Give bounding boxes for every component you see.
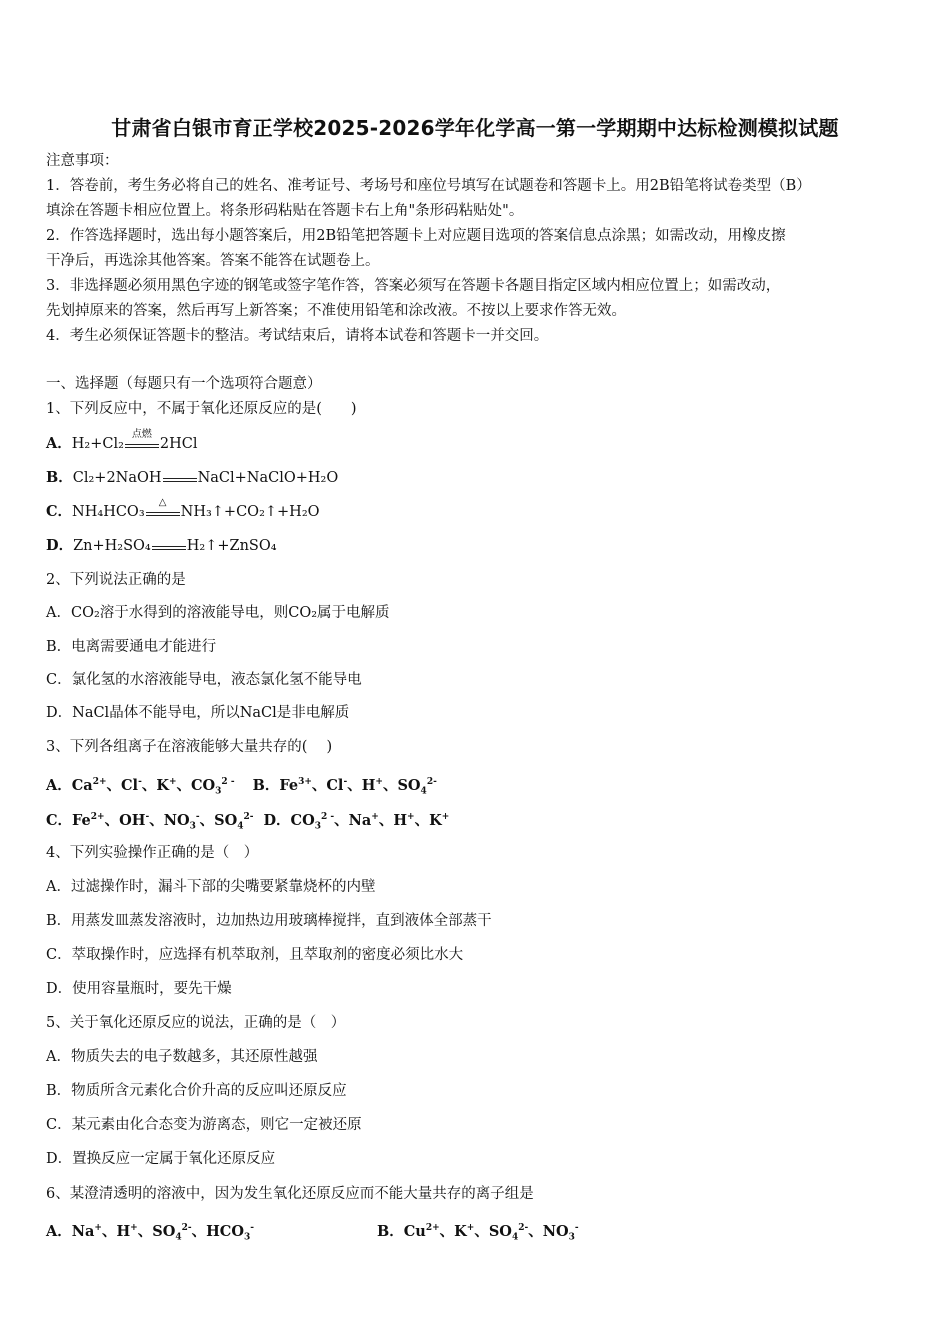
notice-heading: 注意事项： bbox=[46, 153, 119, 169]
ion-subscript: 3 bbox=[215, 786, 222, 797]
option-label: B． bbox=[377, 1222, 404, 1240]
ion-charge: - bbox=[343, 777, 348, 787]
ion: Ca bbox=[71, 776, 93, 794]
separator: 、 bbox=[378, 811, 394, 829]
ion-charge: 2+ bbox=[92, 777, 107, 787]
ion-charge: - bbox=[574, 1223, 579, 1233]
q5-option-d: D．置换反应一定属于氧化还原反应 bbox=[46, 1151, 276, 1167]
q6-option-b bbox=[377, 1218, 579, 1248]
separator: 、 bbox=[176, 776, 191, 794]
ion: H bbox=[361, 776, 376, 794]
ion-charge: 3+ bbox=[298, 777, 312, 787]
option-label: A． bbox=[46, 776, 72, 794]
option-label: C． bbox=[46, 503, 73, 520]
equation-right: NH₃↑+CO₂↑+H₂O bbox=[180, 504, 320, 520]
separator: 、 bbox=[414, 811, 430, 829]
separator: 、 bbox=[137, 1222, 153, 1240]
separator: 、 bbox=[149, 811, 164, 829]
option-label: C． bbox=[46, 811, 73, 829]
q1-option-a bbox=[46, 429, 198, 454]
ion-charge: 2 - bbox=[221, 777, 235, 787]
ion: Cu bbox=[403, 1222, 426, 1240]
ion-subscript: 4 bbox=[420, 786, 427, 797]
ion: HCO bbox=[206, 1222, 244, 1240]
equation-right: NaCl+NaClO+H₂O bbox=[197, 470, 339, 486]
equation-left: Zn+H₂SO₄ bbox=[73, 538, 151, 554]
notice-line: 干净后，再选涂其他答案。答案不能答在试题卷上。 bbox=[46, 253, 380, 269]
reaction-condition: 点燃 bbox=[131, 429, 152, 440]
q3-stem: 3、下列各组离子在溶液能够大量共存的( ) bbox=[46, 739, 333, 755]
reaction-equals-sign bbox=[124, 429, 160, 454]
equation-left: Cl₂+2NaOH bbox=[72, 470, 162, 486]
separator: 、 bbox=[311, 776, 327, 794]
ion: H bbox=[116, 1222, 131, 1240]
equation-right: 2HCl bbox=[159, 436, 198, 452]
ion-charge: - bbox=[138, 777, 142, 787]
q4-option-d: D．使用容量瓶时，要先干燥 bbox=[46, 981, 232, 997]
q5-option-a: A．物质失去的电子数越多，其还原性越强 bbox=[46, 1049, 318, 1065]
ion-charge: + bbox=[375, 777, 383, 787]
notice-line: 1．答卷前，考生务必将自己的姓名、准考证号、考场号和座位号填写在试题卷和答题卡上。用2B铅笔将试卷类型（B） bbox=[46, 178, 811, 194]
ion: Fe bbox=[279, 776, 299, 794]
q6-option-a bbox=[46, 1218, 254, 1248]
reaction-equals-sign bbox=[145, 497, 181, 522]
ion-subscript: 4 bbox=[511, 1232, 519, 1243]
q5-stem: 5、关于氧化还原反应的说法，正确的是（ ） bbox=[46, 1015, 346, 1031]
q1-option-c bbox=[46, 497, 320, 522]
ion-charge: 2- bbox=[518, 1223, 529, 1233]
q1-stem: 1、下列反应中，不属于氧化还原反应的是( ) bbox=[46, 401, 357, 417]
q2-stem: 2、下列说法正确的是 bbox=[46, 572, 186, 588]
ion: OH bbox=[119, 811, 146, 829]
q4-stem: 4、下列实验操作正确的是（ ） bbox=[46, 845, 259, 861]
q4-option-a: A．过滤操作时，漏斗下部的尖嘴要紧靠烧杯的内壁 bbox=[46, 879, 376, 895]
option-label: A． bbox=[46, 1222, 72, 1240]
ion: Cl bbox=[121, 776, 139, 794]
q1-option-b bbox=[46, 468, 338, 488]
ion: K bbox=[429, 811, 442, 829]
ion: H bbox=[393, 811, 408, 829]
separator: 、 bbox=[141, 776, 157, 794]
separator: 、 bbox=[106, 776, 122, 794]
reaction-equals-sign bbox=[162, 468, 198, 488]
q4-option-c: C．萃取操作时，应选择有机萃取剂，且萃取剂的密度必须比水大 bbox=[46, 947, 464, 963]
ion-subscript: 3 bbox=[189, 821, 196, 832]
separator: 、 bbox=[199, 811, 215, 829]
ion-charge: - bbox=[145, 812, 150, 822]
ion: K bbox=[156, 776, 169, 794]
notice-line: 2．作答选择题时，选出每小题答案后，用2B铅笔把答题卡上对应题目选项的答案信息点涂黑；如需改动，用橡皮擦 bbox=[46, 228, 786, 244]
q5-option-b: B．物质所含元素化合价升高的反应叫还原反应 bbox=[46, 1083, 347, 1099]
ion-charge: - bbox=[195, 812, 200, 822]
ion-charge: + bbox=[407, 812, 415, 822]
separator: 、 bbox=[528, 1222, 543, 1240]
ion: SO bbox=[488, 1222, 512, 1240]
q4-option-b: B．用蒸发皿蒸发溶液时，边加热边用玻璃棒搅拌，直到液体全部蒸干 bbox=[46, 913, 492, 929]
separator: 、 bbox=[439, 1222, 455, 1240]
ion: SO bbox=[214, 811, 238, 829]
ion: Na bbox=[71, 1222, 95, 1240]
ion-subscript: 4 bbox=[175, 1232, 182, 1243]
ion: NO bbox=[542, 1222, 569, 1240]
ion-charge: + bbox=[441, 812, 450, 822]
ion: SO bbox=[397, 776, 421, 794]
ion: Fe bbox=[72, 811, 91, 829]
separator: 、 bbox=[334, 811, 349, 829]
ion: NO bbox=[163, 811, 190, 829]
ion-charge: + bbox=[466, 1223, 475, 1233]
notice-line: 先划掉原来的答案，然后再写上新答案；不准使用铅笔和涂改液。不按以上要求作答无效。 bbox=[46, 303, 626, 319]
ion-subscript: 3 bbox=[243, 1232, 251, 1243]
separator: 、 bbox=[347, 776, 362, 794]
ion-subscript: 3 bbox=[568, 1232, 575, 1243]
ion-charge: 2+ bbox=[90, 812, 105, 822]
q2-option-d: D．NaCl晶体不能导电，所以NaCl是非电解质 bbox=[46, 705, 350, 721]
option-label: D． bbox=[263, 811, 291, 829]
ion-subscript: 4 bbox=[237, 821, 244, 832]
ion: CO bbox=[190, 776, 216, 794]
ion-charge: + bbox=[168, 777, 177, 787]
q3-options-ab bbox=[46, 772, 437, 802]
separator: 、 bbox=[191, 1222, 207, 1240]
ion-charge: 2 - bbox=[320, 812, 335, 822]
notice-line: 3．非选择题必须用黑色字迹的钢笔或签字笔作答，答案必须写在答题卡各题目指定区域内相应位置上；如需改动， bbox=[46, 278, 781, 294]
separator: 、 bbox=[474, 1222, 489, 1240]
q2-option-a: A．CO₂溶于水得到的溶液能导电，则CO₂属于电解质 bbox=[46, 605, 390, 621]
separator: 、 bbox=[382, 776, 398, 794]
ion-subscript: 3 bbox=[314, 821, 321, 832]
ion: K bbox=[454, 1222, 467, 1240]
reaction-condition: △ bbox=[158, 497, 167, 508]
q2-option-b: B．电离需要通电才能进行 bbox=[46, 639, 217, 655]
ion: SO bbox=[152, 1222, 176, 1240]
q6-stem: 6、某澄清透明的溶液中，因为发生氧化还原反应而不能大量共存的离子组是 bbox=[46, 1186, 534, 1202]
ion-charge: 2- bbox=[426, 777, 437, 787]
notice-line: 4．考生必须保证答题卡的整洁。考试结束后，请将本试卷和答题卡一并交回。 bbox=[46, 328, 549, 344]
ion: Cl bbox=[326, 776, 344, 794]
exam-title: 甘肃省白银市育正学校2025-2026学年化学高一第一学期期中达标检测模拟试题 bbox=[111, 116, 839, 140]
ion: Na bbox=[348, 811, 372, 829]
ion-charge: + bbox=[94, 1223, 102, 1233]
equation-left: H₂+Cl₂ bbox=[71, 436, 124, 452]
option-label: A． bbox=[46, 435, 72, 452]
option-label: D． bbox=[46, 537, 74, 554]
ion-charge: 2- bbox=[243, 812, 254, 822]
section-heading: 一、选择题（每题只有一个选项符合题意） bbox=[46, 376, 322, 392]
ion-charge: - bbox=[250, 1223, 254, 1233]
ion-charge: + bbox=[371, 812, 379, 822]
q1-option-d bbox=[46, 536, 277, 556]
equation-left: NH₄HCO₃ bbox=[72, 504, 145, 520]
q5-option-c: C．某元素由化合态变为游离态，则它一定被还原 bbox=[46, 1117, 362, 1133]
ion-charge: 2+ bbox=[425, 1223, 440, 1233]
reaction-equals-sign bbox=[151, 536, 187, 556]
ion-charge: 2- bbox=[181, 1223, 192, 1233]
q2-option-c: C．氯化氢的水溶液能导电，液态氯化氢不能导电 bbox=[46, 672, 362, 688]
notice-line: 填涂在答题卡相应位置上。将条形码粘贴在答题卡右上角"条形码粘贴处"。 bbox=[46, 203, 524, 219]
option-label: B． bbox=[46, 469, 73, 486]
option-label: B． bbox=[252, 776, 280, 794]
ion-charge: + bbox=[130, 1223, 138, 1233]
ion: CO bbox=[290, 811, 315, 829]
q3-options-cd bbox=[46, 807, 449, 837]
separator: 、 bbox=[101, 1222, 117, 1240]
separator: 、 bbox=[104, 811, 120, 829]
equation-right: H₂↑+ZnSO₄ bbox=[186, 538, 277, 554]
